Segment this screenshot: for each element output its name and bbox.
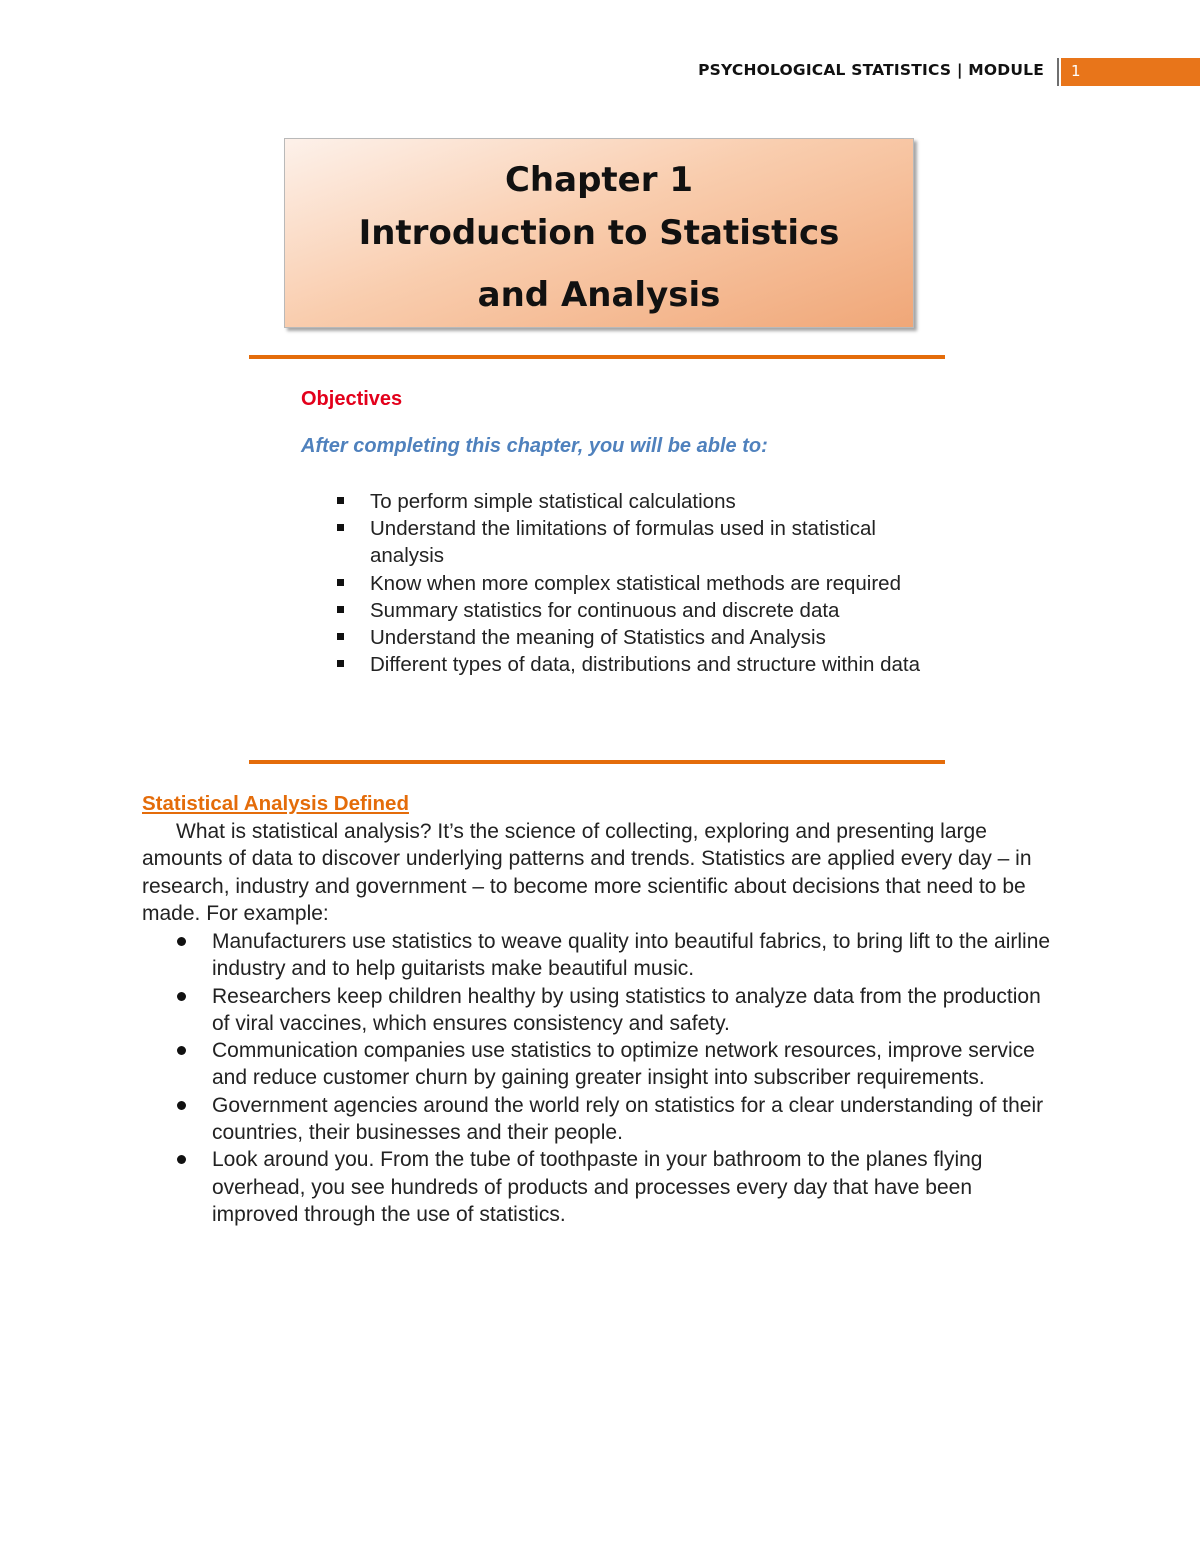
top-divider-rule [249, 355, 945, 359]
objective-item: Know when more complex statistical methods are required [337, 570, 937, 597]
example-item: Communication companies use statistics to optimize network resources, improve service and reduce customer churn by gaining greater insight into subscriber requirements. [176, 1037, 1056, 1092]
header-divider [1057, 58, 1059, 86]
bottom-divider-rule [249, 760, 945, 764]
chapter-title-box [284, 138, 914, 328]
objective-item: To perform simple statistical calculations [337, 488, 937, 515]
section-paragraph-text: What is statistical analysis? It’s the science of collecting, exploring and presenting large amounts of data to discover underlying patterns and trends. Statistics are applied every day – in research, industry and government – to become more scientific about decisions that need to be made. For example: [142, 820, 1032, 925]
objective-item: Different types of data, distributions and structure within data [337, 651, 937, 678]
objective-item: Understand the limitations of formulas used in statistical analysis [337, 515, 937, 569]
objective-item: Summary statistics for continuous and discrete data [337, 597, 937, 624]
section-paragraph [142, 818, 1072, 927]
section-heading: Statistical Analysis Defined [142, 792, 409, 815]
chapter-title-line-2: and Analysis [477, 275, 721, 315]
objectives-list [337, 488, 937, 678]
objectives-heading: Objectives [301, 388, 403, 410]
example-item: Government agencies around the world rely on statistics for a clear understanding of their countries, their businesses and their people. [176, 1092, 1056, 1147]
example-item: Look around you. From the tube of toothpaste in your bathroom to the planes flying overhead, you see hundreds of products and processes every day that have been improved through the use of statistics. [176, 1146, 1056, 1228]
example-item: Manufacturers use statistics to weave quality into beautiful fabrics, to bring lift to the airline industry and to help guitarists make beautiful music. [176, 928, 1056, 983]
chapter-title-line-1: Introduction to Statistics [358, 213, 840, 253]
objective-item: Understand the meaning of Statistics and Analysis [337, 624, 937, 651]
chapter-number: Chapter 1 [504, 160, 693, 200]
objectives-subtitle: After completing this chapter, you will be able to: [301, 435, 768, 457]
page-number: 1 [1071, 62, 1081, 80]
header-title: PSYCHOLOGICAL STATISTICS | MODULE [698, 61, 1044, 79]
examples-list [176, 928, 1056, 1228]
example-item: Researchers keep children healthy by using statistics to analyze data from the production of viral vaccines, which ensures consistency and safety. [176, 983, 1056, 1038]
page-header [0, 58, 1200, 86]
page-number-box [1061, 58, 1200, 86]
